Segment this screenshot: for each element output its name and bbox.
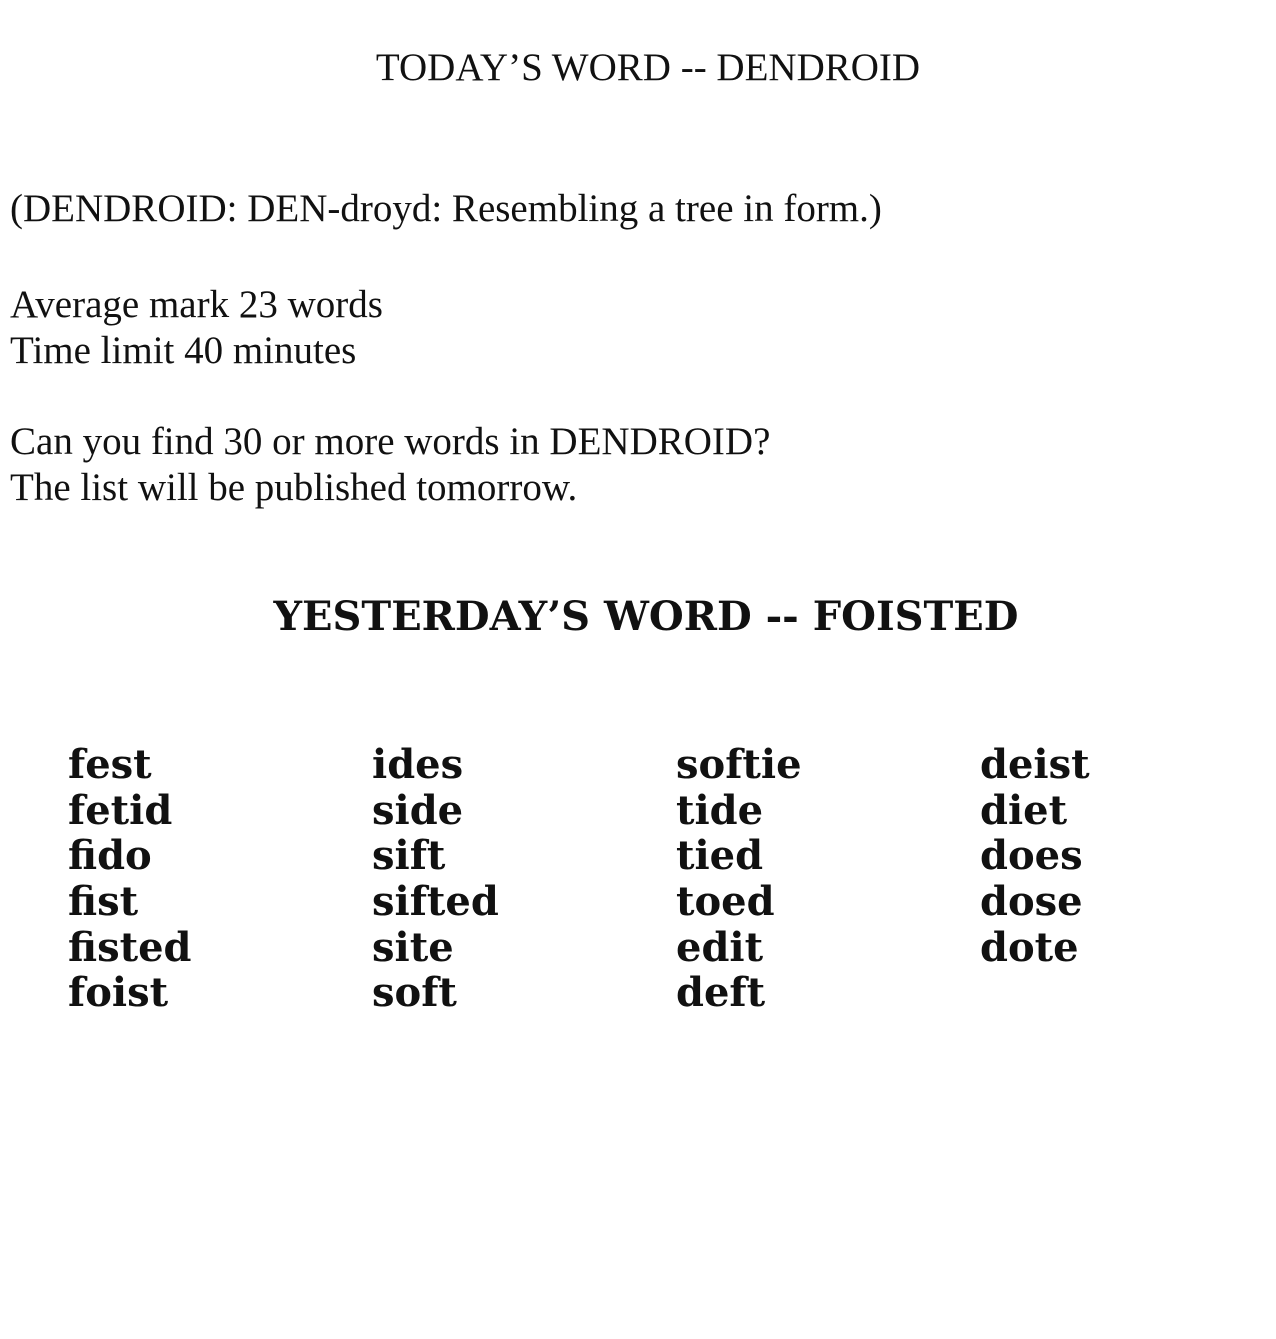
word-item: soft — [372, 969, 457, 1017]
word-item: fido — [68, 832, 152, 880]
word-item: tide — [676, 786, 764, 834]
word-item: fest — [68, 741, 152, 788]
word-column — [68, 742, 372, 1016]
word-item: diet — [980, 786, 1068, 834]
word-item: sift — [372, 832, 446, 880]
word-item: does — [980, 832, 1083, 880]
word-item: ides — [372, 741, 464, 788]
word-item: dose — [980, 878, 1083, 926]
word-column — [676, 742, 980, 1016]
word-item: fetid — [68, 786, 173, 834]
word-column — [980, 742, 1276, 1016]
todays-word-heading: TODAY’S WORD -- DENDROID — [375, 46, 921, 89]
word-item: foist — [68, 969, 169, 1017]
word-definition: (DENDROID: DEN-droyd: Resembling a tree in form.) — [10, 187, 882, 230]
word-item: fist — [68, 878, 139, 926]
word-column — [372, 742, 676, 1016]
challenge-question: Can you find 30 or more words in DENDROID? — [10, 420, 771, 463]
word-item: sifted — [372, 878, 499, 926]
word-item: fisted — [68, 923, 192, 971]
word-item: site — [372, 923, 454, 971]
word-item: deft — [676, 969, 766, 1017]
publish-note: The list will be published tomorrow. — [10, 466, 578, 509]
word-item: softie — [676, 741, 802, 788]
word-item: side — [372, 786, 464, 834]
word-item: tied — [676, 832, 764, 880]
yesterdays-word-list — [68, 742, 1276, 1016]
average-mark: Average mark 23 words — [10, 283, 383, 326]
word-item: toed — [676, 878, 775, 926]
word-item: dote — [980, 923, 1079, 971]
word-item: deist — [980, 741, 1090, 788]
word-item: edit — [676, 923, 764, 971]
time-limit: Time limit 40 minutes — [10, 329, 357, 372]
yesterdays-word-heading: YESTERDAY’S WORD -- FOISTED — [273, 593, 1019, 640]
